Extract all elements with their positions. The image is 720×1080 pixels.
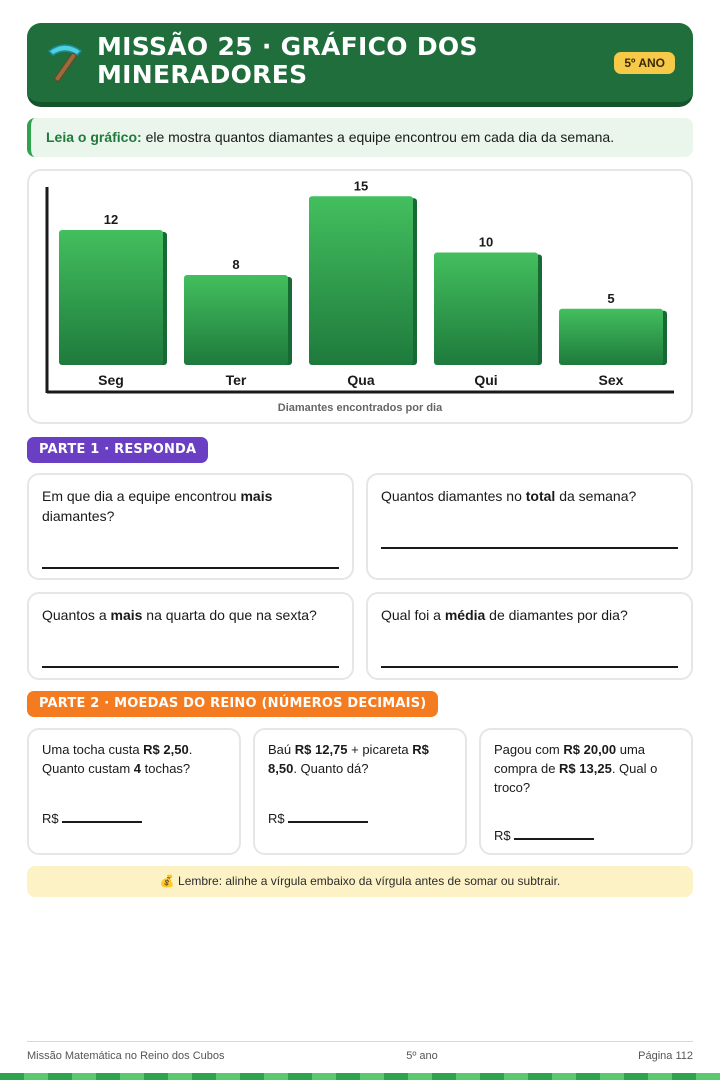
question-card-1: Em que dia a equipe encontrou mais diamantes? xyxy=(27,473,354,580)
category-label: Qua xyxy=(347,372,375,388)
instruction-text: ele mostra quantos diamantes a equipe encontrou em cada dia da semana. xyxy=(141,129,615,145)
bar-qui xyxy=(434,253,538,366)
bar-value-label: 15 xyxy=(353,178,369,194)
bar-value-label: 5 xyxy=(607,290,615,306)
money-bag-icon: 💰 xyxy=(159,874,175,888)
money-answer xyxy=(268,809,368,828)
grade-badge: 5º ANO xyxy=(614,52,675,74)
bar-chart-card xyxy=(27,169,693,424)
bar-ter xyxy=(184,275,288,365)
currency-label: R$ xyxy=(268,811,285,826)
footer-divider xyxy=(27,1041,693,1042)
answer-blank[interactable] xyxy=(288,809,368,823)
answer-blank[interactable] xyxy=(514,826,594,840)
answer-line[interactable] xyxy=(381,666,678,668)
instruction-lead: Leia o gráfico: xyxy=(46,129,142,145)
currency-label: R$ xyxy=(494,828,511,843)
question-card-4: Qual foi a média de diamantes por dia? xyxy=(366,592,693,680)
bar-sex xyxy=(559,309,663,365)
bar-value-label: 8 xyxy=(232,257,240,272)
bottom-decorative-strip xyxy=(0,1073,720,1080)
mission-header xyxy=(27,23,693,107)
reminder-banner xyxy=(27,866,693,897)
part1-label: PARTE 1 · RESPONDA xyxy=(27,437,208,463)
reminder-text: Lembre: alinhe a vírgula embaixo da vírgula antes de somar ou subtrair. xyxy=(178,874,561,888)
footer-grade: 5º ano xyxy=(406,1050,438,1062)
footer-book-title: Missão Matemática no Reino dos Cubos xyxy=(27,1050,225,1062)
question-card-3: Quantos a mais na quarta do que na sexta? xyxy=(27,592,354,680)
money-problem-3: Pagou com R$ 20,00 uma compra de R$ 13,25. Qual o troco? R$ xyxy=(479,728,693,855)
money-answer xyxy=(494,826,594,845)
footer-page-number: Página 112 xyxy=(638,1050,693,1062)
bar-chart xyxy=(29,171,691,422)
money-problem-2: Baú R$ 12,75 + picareta R$ 8,50. Quanto dá? R$ xyxy=(253,728,467,855)
category-label: Ter xyxy=(225,372,247,388)
part2-label: PARTE 2 · MOEDAS DO REINO (NÚMEROS DECIMAIS) xyxy=(27,691,438,717)
category-label: Seg xyxy=(98,372,124,388)
bar-value-label: 12 xyxy=(103,212,119,227)
category-label: Qui xyxy=(474,372,498,388)
answer-line[interactable] xyxy=(42,666,339,668)
answer-line[interactable] xyxy=(42,567,339,569)
answer-blank[interactable] xyxy=(62,809,142,823)
category-label: Sex xyxy=(598,372,624,388)
answer-line[interactable] xyxy=(381,547,678,549)
question-card-2: Quantos diamantes no total da semana? xyxy=(366,473,693,580)
bar-value-label: 10 xyxy=(478,234,494,250)
currency-label: R$ xyxy=(42,811,59,826)
bar-qua xyxy=(309,196,413,365)
x-axis-title: Diamantes encontrados por dia xyxy=(277,402,443,414)
bar-seg xyxy=(59,230,163,365)
money-answer xyxy=(42,809,142,828)
money-problem-1: Uma tocha custa R$ 2,50. Quanto custam 4 tochas? R$ xyxy=(27,728,241,855)
instruction-banner xyxy=(27,118,693,157)
page-title: MISSÃO 25 · GRÁFICO DOS MINERADORES xyxy=(97,32,478,89)
pickaxe-icon xyxy=(45,41,85,85)
